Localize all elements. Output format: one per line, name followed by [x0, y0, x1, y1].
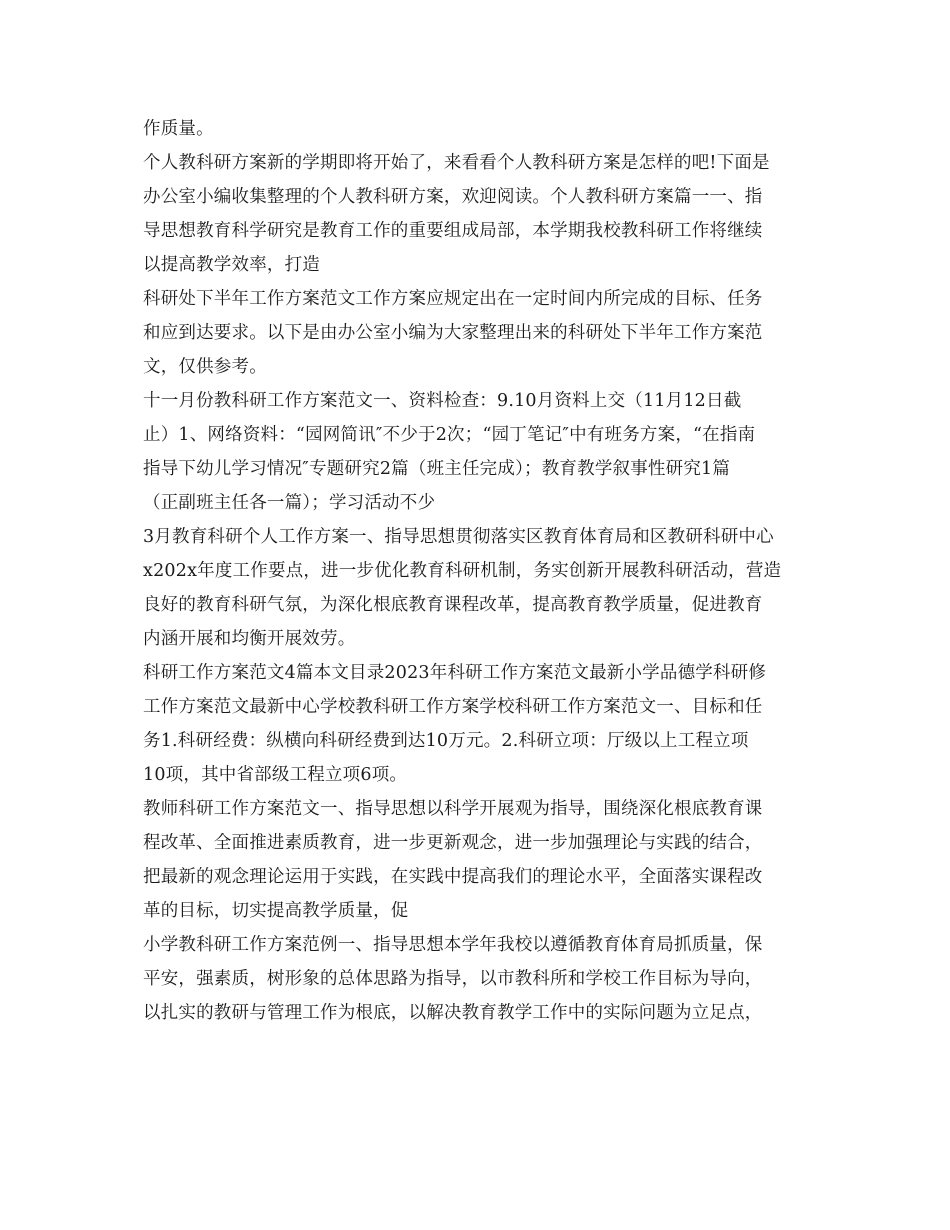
text-line: 平安，强素质，树形象的总体思路为指导，以市教科所和学校工作目标为导向， — [143, 969, 763, 989]
paragraph — [143, 112, 808, 146]
text-line: 革的目标，切实提高教学质量，促 — [143, 901, 409, 921]
paragraph — [143, 146, 808, 282]
text-line: 以扎实的教研与管理工作为根底，以解决教育教学工作中的实际问题为立足点， — [143, 1003, 763, 1023]
text-line: 教师科研工作方案范文一、指导思想以科学开展观为指导，围绕深化根底教育课 — [143, 799, 763, 819]
text-line: 科研工作方案范文4篇本文目录2023年科研工作方案范文最新小学品德学科研修 — [143, 663, 767, 683]
text-line: 把最新的观念理论运用于实践，在实践中提高我们的理论水平，全面落实课程改 — [143, 867, 763, 887]
document-body — [143, 112, 808, 1030]
text-line: 良好的教育科研气氛，为深化根底教育课程改革，提高教育教学质量，促进教育 — [143, 595, 763, 615]
text-line: 指导下幼儿学习情况″专题研究2篇（班主任完成）；教育教学叙事性研究1篇 — [143, 459, 731, 479]
text-line: 文，仅供参考。 — [143, 357, 267, 377]
text-line: 作质量。 — [143, 119, 214, 139]
text-line: 个人教科研方案新的学期即将开始了，来看看个人教科研方案是怎样的吧!下面是 — [143, 153, 770, 173]
text-line: 3月教育科研个人工作方案一、指导思想贯彻落实区教育体育局和区教研科研中心 — [143, 527, 774, 547]
text-line: 小学教科研工作方案范例一、指导思想本学年我校以遵循教育体育局抓质量，保 — [143, 935, 763, 955]
text-line: 以提高教学效率，打造 — [143, 255, 320, 275]
paragraph — [143, 520, 808, 656]
text-line: 务1.科研经费：纵横向科研经费到达10万元。2.科研立项：厅级以上工程立项 — [143, 731, 749, 751]
text-line: 科研处下半年工作方案范文工作方案应规定出在一定时间内所完成的目标、任务 — [143, 289, 763, 309]
paragraph — [143, 792, 808, 928]
text-line: 内涵开展和均衡开展效劳。 — [143, 629, 356, 649]
text-line: 10项，其中省部级工程立项6项。 — [143, 765, 408, 785]
paragraph — [143, 656, 808, 792]
paragraph — [143, 928, 808, 1030]
paragraph — [143, 384, 808, 520]
text-line: 十一月份教科研工作方案范文一、资料检查：9.10月资料上交（11月12日截 — [143, 391, 742, 411]
text-line: 办公室小编收集整理的个人教科研方案，欢迎阅读。个人教科研方案篇一一、指 — [143, 187, 763, 207]
paragraph — [143, 282, 808, 384]
text-line: 导思想教育科学研究是教育工作的重要组成局部，本学期我校教科研工作将继续 — [143, 221, 763, 241]
text-line: 工作方案范文最新中心学校教科研工作方案学校科研工作方案范文一、目标和任 — [143, 697, 763, 717]
text-line: 止）1、网络资料：“园网简讯″不少于2次；“园丁笔记″中有班务方案，“在指南 — [143, 425, 756, 445]
text-line: 和应到达要求。以下是由办公室小编为大家整理出来的科研处下半年工作方案范 — [143, 323, 763, 343]
text-line: （正副班主任各一篇）；学习活动不少 — [143, 493, 436, 513]
text-line: 程改革、全面推进素质教育，进一步更新观念，进一步加强理论与实践的结合， — [143, 833, 763, 853]
text-line: x202x年度工作要点，进一步优化教育科研机制，务实创新开展教科研活动，营造 — [143, 561, 782, 581]
